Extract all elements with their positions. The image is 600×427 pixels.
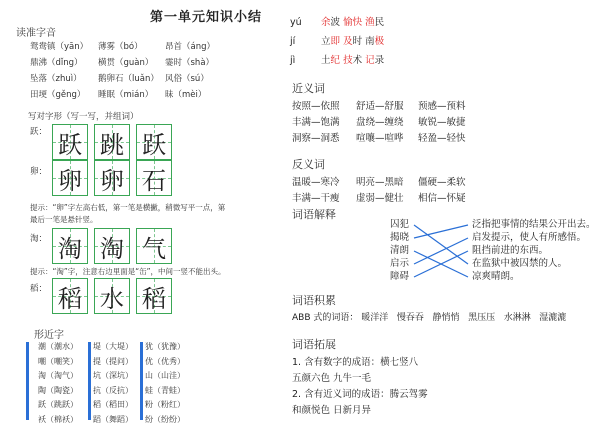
read-word: 昂首（áng）: [165, 40, 215, 52]
similar-word: 稻（稻田）: [93, 398, 133, 413]
synonym-pair: 预感—预料: [418, 98, 466, 112]
match-def: 泛指把事情的结果公开出去。: [472, 218, 596, 231]
similar-col: [145, 340, 185, 427]
similar-col: [93, 340, 133, 427]
similar-bar: [140, 342, 143, 420]
similar-word: 坑（深坑）: [93, 369, 133, 384]
match-word: 启示: [390, 257, 409, 270]
read-word: 鹅卵石（luǎn）: [98, 72, 159, 84]
tian-cell: [136, 228, 172, 264]
poly-char: 时: [353, 36, 366, 47]
similar-bar: [26, 342, 29, 420]
similar-word: 纷（纷纷）: [145, 413, 185, 427]
practice-char: 稻: [53, 279, 87, 313]
similar-word: 犹（犹豫）: [145, 340, 185, 355]
similar-heading: 形近字: [34, 326, 64, 341]
polyphone-row: [290, 14, 384, 28]
match-def: 凉爽晴朗。: [472, 270, 596, 283]
read-word: 横贯（guàn）: [98, 56, 153, 68]
similar-word: 跃（跳跃）: [38, 398, 78, 413]
practice-char: 稻: [137, 279, 171, 313]
char-grid-row: [52, 278, 172, 314]
similar-word: 嘲（嘲笑）: [38, 355, 78, 370]
practice-char: 气: [137, 229, 171, 263]
tian-cell: [52, 124, 88, 160]
explain-heading: 词语解释: [292, 206, 336, 222]
similar-word: 优（优秀）: [145, 355, 185, 370]
read-word: 田埂（gěng）: [30, 88, 85, 100]
expand-answer: 五颜六色 九牛一毛: [292, 370, 371, 384]
practice-char: 跃: [53, 125, 87, 159]
similar-word: 蹈（舞蹈）: [93, 413, 133, 427]
match-def: 在监狱中被囚禁的人。: [472, 257, 596, 270]
expand-heading: 词语拓展: [292, 336, 336, 352]
similar-word: 淘（淘气）: [38, 369, 78, 384]
accum-label: ABB 式的词语：: [292, 313, 358, 323]
match-def: 阻挡前进的东西。: [472, 244, 596, 257]
synonym-pair: 轻盈—轻快: [418, 130, 466, 144]
match-word: 清朗: [390, 244, 409, 257]
match-line: [414, 238, 468, 264]
grid-label: 跃：: [30, 125, 47, 137]
polyphone-row: [290, 52, 384, 66]
grid-label: 稻：: [30, 282, 47, 294]
char-grid-row: [52, 124, 172, 160]
similar-word: 粉（粉红）: [145, 398, 185, 413]
tip-text: 提示：“卵”字左高右低，第一笔是横撇，稍微写平一点，第: [30, 202, 225, 213]
poly-char: 纪: [331, 55, 341, 66]
practice-char: 水: [95, 279, 129, 313]
similar-word: 蛙（青蛙）: [145, 384, 185, 399]
poly-char: 立: [321, 36, 331, 47]
match-right-col: [472, 218, 596, 283]
match-word: 揭晓: [390, 231, 409, 244]
practice-char: 淘: [53, 229, 87, 263]
read-word: 薄雾（bó）: [98, 40, 143, 52]
read-heading: 读准字音: [16, 24, 56, 39]
tip-text: 提示：“淘”字，注意右边里面是“缶”，中间一竖不能出头。: [30, 266, 226, 277]
poly-char: 即: [331, 36, 341, 47]
similar-word: 提（提问）: [93, 355, 133, 370]
match-line: [414, 225, 468, 264]
read-word: 霎时（shà）: [165, 56, 214, 68]
grid-label: 卵：: [30, 165, 47, 177]
char-grid-row: [52, 160, 172, 196]
page-title: 第一单元知识小结: [150, 6, 262, 25]
accum-word: 黑压压: [468, 313, 495, 323]
match-word: 囚犯: [390, 218, 409, 231]
tian-cell: [94, 124, 130, 160]
pinyin: jí: [290, 36, 318, 47]
accum-word: 暖洋洋: [361, 313, 388, 323]
poly-char: 术: [353, 55, 366, 66]
synonym-pair: 舒适—舒服: [356, 98, 404, 112]
match-left-col: [390, 218, 409, 283]
antonym-pair: 温暖—寒冷: [292, 174, 340, 188]
antonym-heading: 反义词: [292, 156, 325, 172]
similar-word: 山（山洼）: [145, 369, 185, 384]
similar-word: 潮（潮水）: [38, 340, 78, 355]
expand-line: 1. 含有数字的成语：横七竖八: [292, 354, 418, 368]
pinyin: jì: [290, 55, 318, 66]
practice-char: 石: [137, 161, 171, 195]
poly-char: 余: [321, 17, 331, 28]
similar-bar: [88, 342, 91, 420]
similar-word: 抗（反抗）: [93, 384, 133, 399]
synonym-pair: 按照—依照: [292, 98, 340, 112]
expand-line: 2. 含有近义词的成语：腾云驾雾: [292, 386, 428, 400]
practice-char: 跃: [137, 125, 171, 159]
synonym-pair: 洞察—洞悉: [292, 130, 340, 144]
tip-text: 最后一笔是悬针竖。: [30, 214, 98, 225]
poly-char: 渔: [365, 17, 375, 28]
synonym-pair: 盘绕—缠绕: [356, 114, 404, 128]
antonym-pair: 明亮—黑暗: [356, 174, 404, 188]
write-heading: 写对字形（写一写，并组词）: [28, 110, 139, 122]
accum-word: 湿漉漉: [539, 313, 566, 323]
tian-cell: [94, 278, 130, 314]
practice-char: 跳: [95, 125, 129, 159]
similar-word: 袄（棉袄）: [38, 413, 78, 427]
poly-char: 民: [375, 17, 385, 28]
accum-word: 水淋淋: [504, 313, 531, 323]
synonym-pair: 喧嚷—喧哗: [356, 130, 404, 144]
synonym-pair: 丰满—饱满: [292, 114, 340, 128]
expand-answer: 和颜悦色 日新月异: [292, 402, 371, 416]
poly-char: 记: [365, 55, 375, 66]
read-word: 鼎沸（dǐng）: [30, 56, 83, 68]
tian-cell: [136, 124, 172, 160]
poly-char: 土: [321, 55, 331, 66]
read-word: 风俗（sú）: [165, 72, 209, 84]
poly-char: 录: [375, 55, 385, 66]
poly-char: 南: [365, 36, 375, 47]
tian-cell: [52, 160, 88, 196]
pinyin: yú: [290, 17, 318, 28]
char-grid-row: [52, 228, 172, 264]
poly-char: 技: [343, 55, 353, 66]
tian-cell: [52, 278, 88, 314]
antonym-pair: 僵硬—柔软: [418, 174, 466, 188]
accum-heading: 词语积累: [292, 292, 336, 308]
tian-cell: [94, 228, 130, 264]
practice-char: 淘: [95, 229, 129, 263]
match-lines: [412, 218, 472, 284]
poly-char: 及: [343, 36, 353, 47]
similar-word: 陶（陶瓷）: [38, 384, 78, 399]
antonym-pair: 丰满—干瘦: [292, 190, 340, 204]
tian-cell: [136, 278, 172, 314]
polyphone-row: [290, 33, 384, 47]
tian-cell: [136, 160, 172, 196]
poly-char: 愉快: [343, 17, 362, 28]
synonym-heading: 近义词: [292, 80, 325, 96]
practice-char: 卵: [95, 161, 129, 195]
accum-word: 静悄悄: [432, 313, 459, 323]
grid-label: 淘：: [30, 232, 47, 244]
tian-cell: [94, 160, 130, 196]
synonym-pair: 敏锐—敏捷: [418, 114, 466, 128]
practice-char: 卵: [53, 161, 87, 195]
accum-word: 慢吞吞: [397, 313, 424, 323]
read-word: 鸳鸯镇（yān）: [30, 40, 88, 52]
read-word: 昧（mèi）: [165, 88, 206, 100]
poly-char: 波: [331, 17, 344, 28]
accum-row: [292, 310, 566, 323]
similar-word: 堤（大堤）: [93, 340, 133, 355]
match-def: 启发提示，使人有所感悟。: [472, 231, 596, 244]
tian-cell: [52, 228, 88, 264]
antonym-pair: 虚弱—健壮: [356, 190, 404, 204]
poly-char: 极: [375, 36, 385, 47]
match-word: 障碍: [390, 270, 409, 283]
read-word: 坠落（zhuì）: [30, 72, 82, 84]
antonym-pair: 相信—怀疑: [418, 190, 466, 204]
similar-col: [38, 340, 78, 427]
read-word: 睡眠（mián）: [98, 88, 153, 100]
